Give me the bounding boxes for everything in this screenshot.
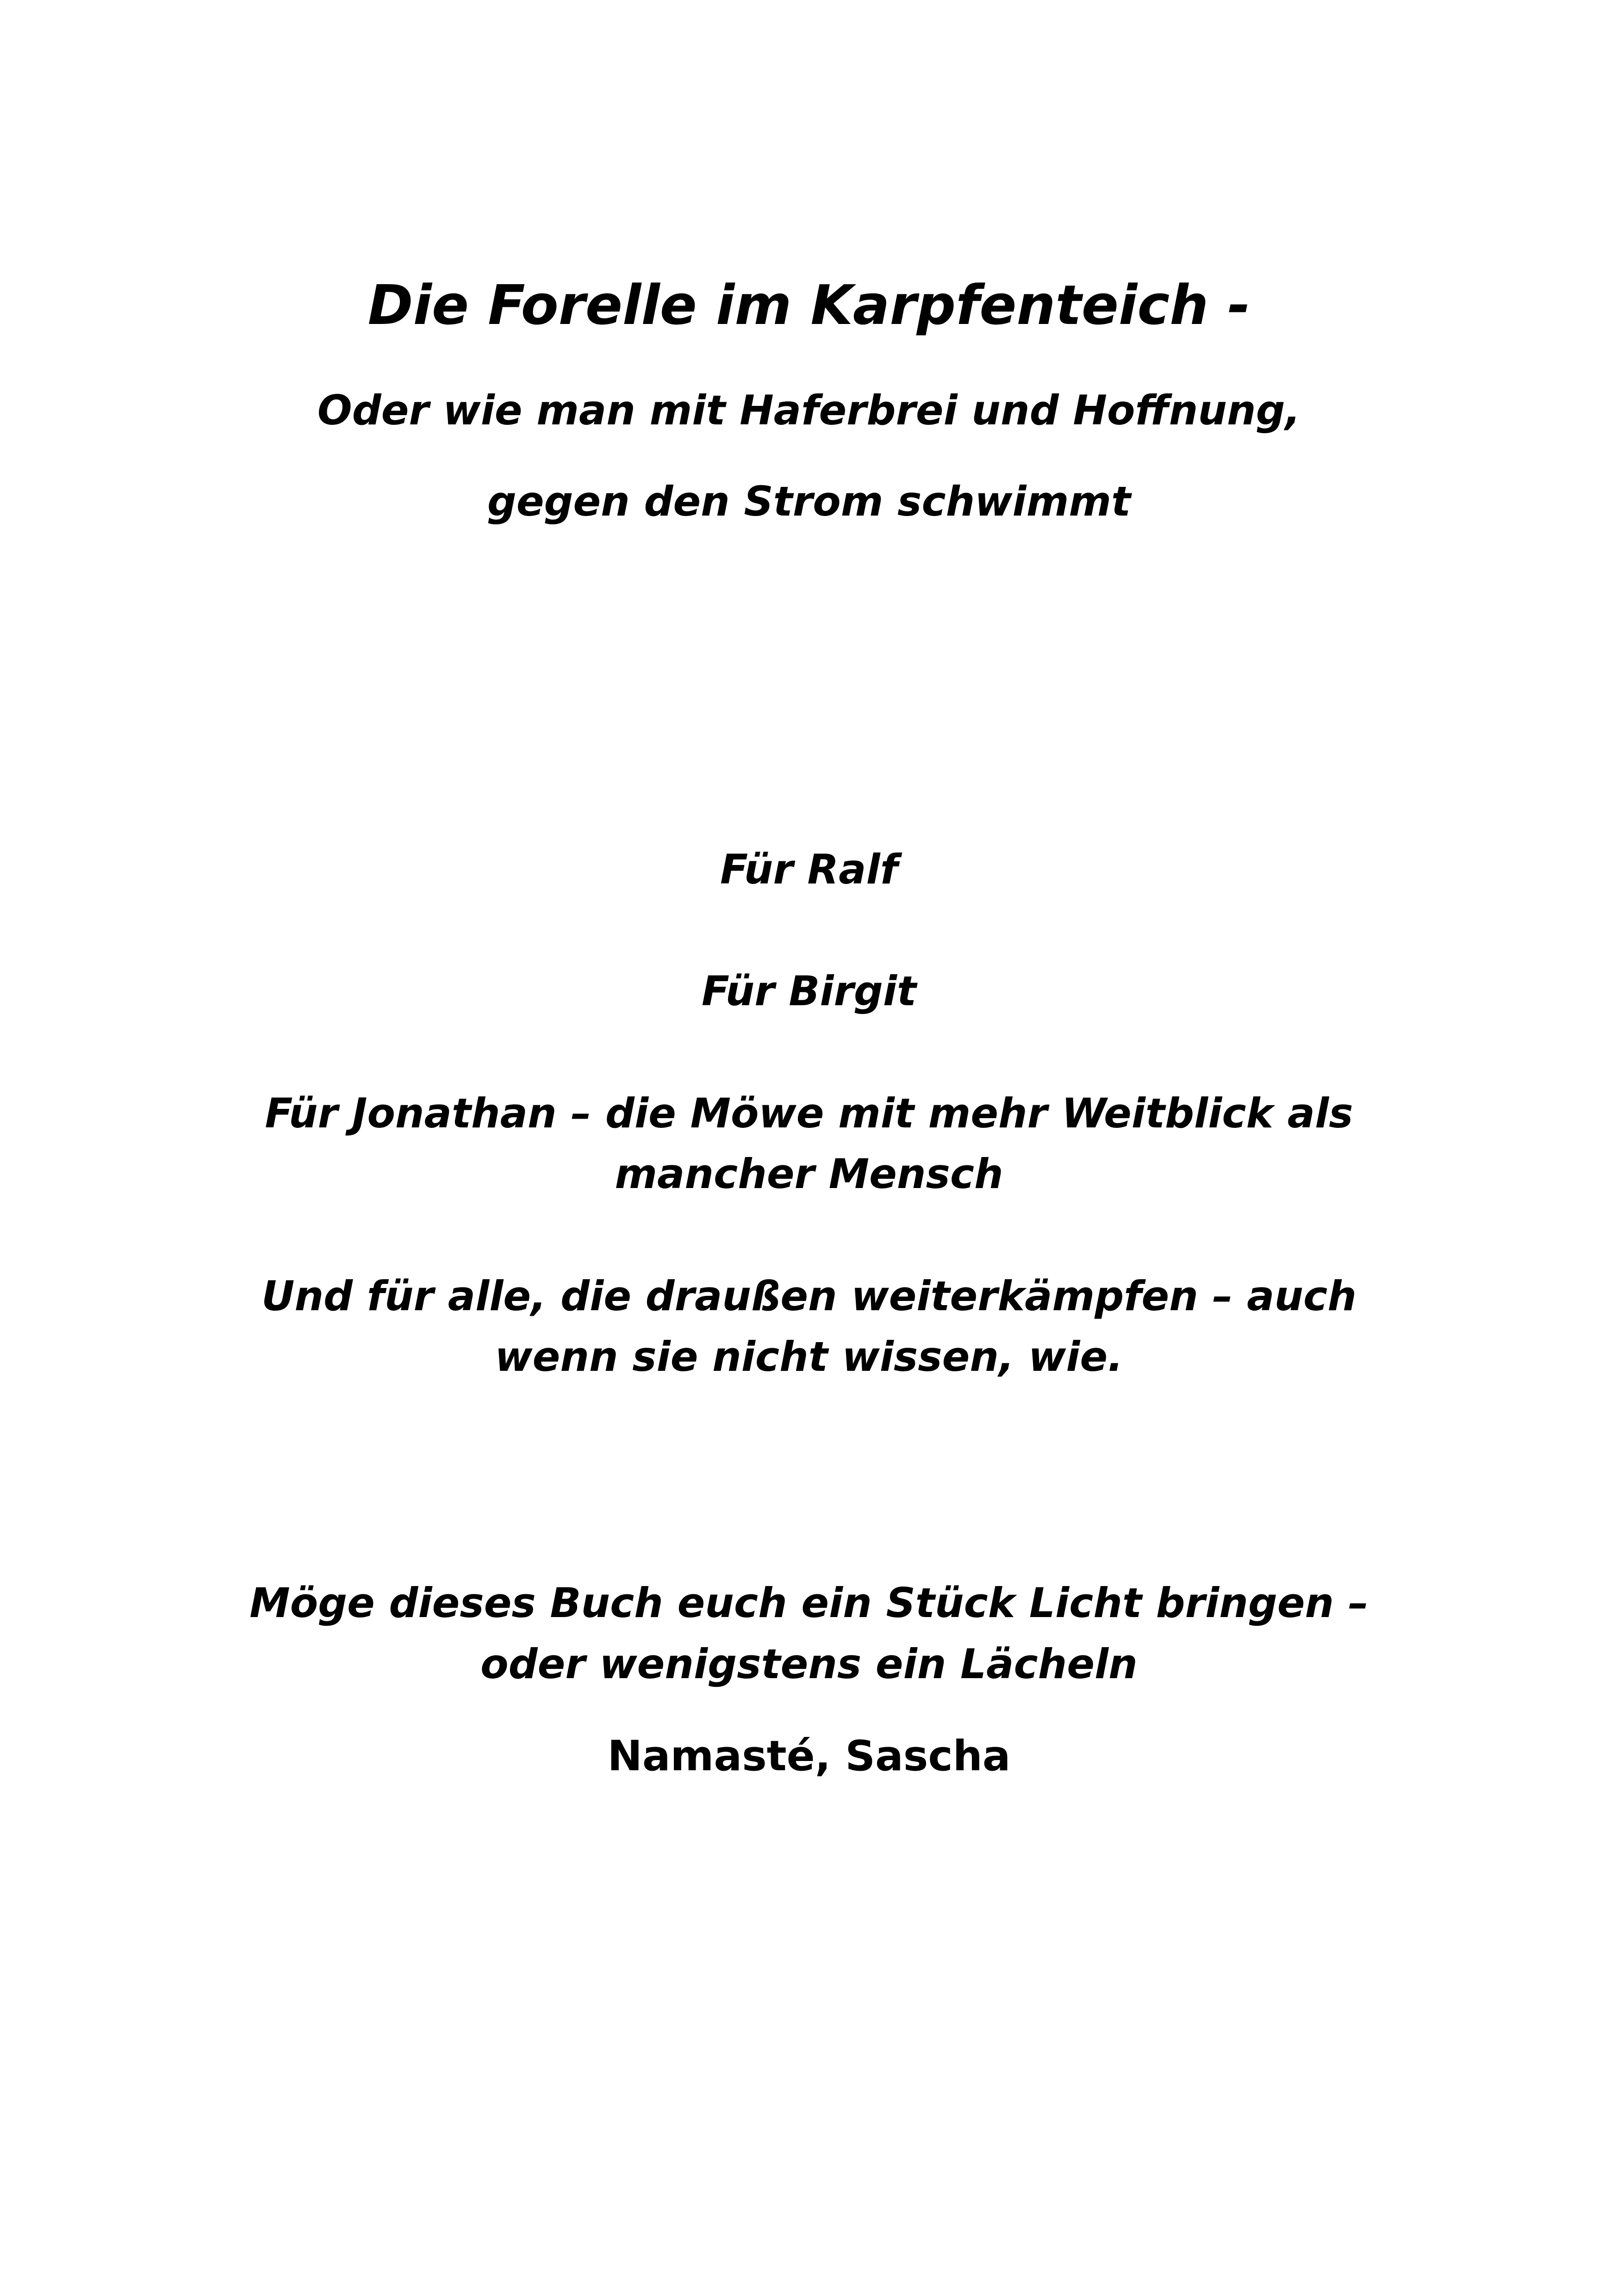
dedication-birgit: Für Birgit [701,967,917,1015]
closing-line-2: oder wenigstens ein Lächeln [480,1640,1138,1688]
dedication-jonathan-line-2: mancher Mensch [615,1150,1003,1198]
dedication-all-line-2: wenn sie nicht wissen, wie. [495,1333,1123,1381]
dedication-all-line-1: Und für alle, die draußen weiterkämpfen – auch [261,1272,1357,1320]
signature: Namasté, Sascha [607,1732,1011,1780]
page-title: Die Forelle im Karpfenteich - [367,273,1251,337]
dedication-ralf: Für Ralf [720,846,898,893]
subtitle-line-1: Oder wie man mit Haferbrei und Hoffnung, [317,386,1301,434]
closing-line-1: Möge dieses Buch euch ein Stück Licht bringen – [249,1579,1369,1627]
subtitle-line-2: gegen den Strom schwimmt [487,478,1131,525]
dedication-jonathan-line-1: Für Jonathan – die Möwe mit mehr Weitblick als [265,1089,1353,1137]
